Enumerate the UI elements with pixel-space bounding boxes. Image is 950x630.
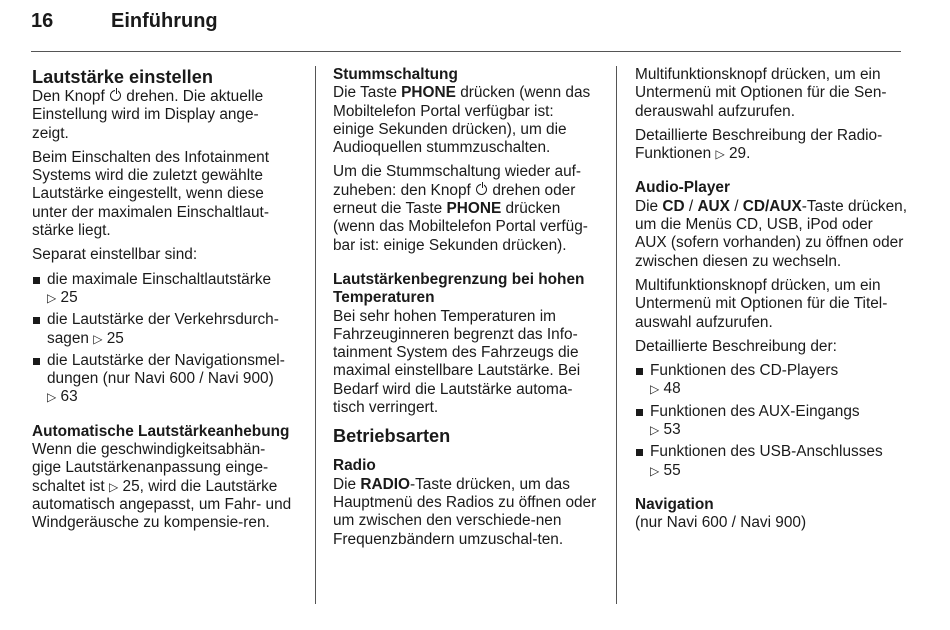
text: /: [729, 197, 743, 215]
text: , wird die Lautstärke automatisch angepasst, um Fahr- und Windgeräusche zu kompensie-ren.: [32, 477, 292, 532]
arrow-icon: ▷: [650, 382, 660, 397]
paragraph: [333, 163, 597, 254]
subheading-mute: Stummschaltung: [333, 66, 458, 83]
list-text: Funktionen des CD-Players: [650, 362, 839, 380]
subheading-volume-limit: Lautstärkenbegrenzung bei hohen Temperaturen: [333, 270, 585, 307]
paragraph: Multifunktionsknopf drücken, um ein Untermenü mit Optionen für die Sen-derauswahl aufzurufen.: [635, 66, 887, 120]
key-label: CD: [662, 197, 685, 215]
paragraph: Beim Einschalten des Infotainment Systems wird die zuletzt gewählte Lautstärke eingestellt, wenn diese unter der maximalen Einschaltlaut-stärke liegt.: [32, 148, 269, 240]
page-ref: 55: [663, 461, 681, 479]
text: drücken (wenn das Mobiltelefon Portal verfügbar ist: einige Sekunden drücken), um die Audioquellen stummzuschalten.: [333, 84, 591, 157]
paragraph: [635, 127, 907, 164]
column-1: [32, 66, 294, 539]
subheading-auto-volume: Automatische Lautstärkeanhebung: [32, 422, 290, 440]
arrow-icon: ▷: [650, 463, 660, 478]
paragraph: [333, 84, 597, 157]
arrow-icon: ▷: [715, 147, 725, 162]
page-ref: 25: [122, 477, 140, 495]
text: drehen. Die aktuelle Einstellung wird im Display ange-zeigt.: [32, 88, 264, 142]
paragraph: [32, 88, 294, 143]
arrow-icon: ▷: [47, 290, 57, 305]
text: drehen oder erneut die Taste: [333, 181, 576, 218]
arrow-icon: ▷: [650, 423, 660, 438]
header-rule: [31, 51, 901, 52]
text: Die: [333, 475, 357, 493]
text: /: [684, 197, 698, 215]
text: Wenn die geschwindigkeitsabhän-gige Lautstärkenanpassung einge-schaltet ist: [32, 441, 269, 495]
list-item: [635, 362, 907, 399]
text: Die Taste: [333, 84, 397, 102]
column-2: [333, 66, 597, 555]
text: Um die Stummschaltung wieder auf-zuheben: den Knopf: [333, 163, 582, 199]
page-ref: 63: [60, 388, 78, 406]
page-ref: 25: [106, 329, 124, 347]
paragraph: Bei sehr hohen Temperaturen im Fahrzeuginneren begrenzt das Info-tainment System des Fahrzeugs die maximal einstellbare Lautstärke. Bei Bedarf wird die Lautstärke automa-tisch verringert.: [333, 307, 581, 417]
power-knob-icon: [476, 184, 487, 195]
paragraph: Separat einstellbar sind:: [32, 246, 198, 264]
text: Die: [635, 197, 659, 215]
column-divider-2: [616, 66, 617, 604]
list-text: die Lautstärke der Navigationsmel-dungen (nur Navi 600 / Navi 900): [47, 351, 285, 388]
page-number: 16: [31, 10, 54, 32]
list-item: [635, 403, 907, 440]
column-divider-1: [315, 66, 316, 604]
paragraph: [333, 476, 597, 549]
text: Detaillierte Beschreibung der Radio-Funktionen: [635, 126, 883, 163]
page-ref: 25: [60, 288, 78, 306]
list-text: die Lautstärke der Verkehrsdurch-sagen: [47, 311, 279, 347]
key-label: AUX: [697, 197, 730, 215]
page-header: [31, 8, 901, 38]
bullet-list: [635, 362, 907, 480]
list-text: Funktionen des USB-Anschlusses: [650, 443, 883, 461]
paragraph: [32, 441, 294, 532]
column-3: [635, 66, 907, 539]
subheading-navigation: Navigation: [635, 495, 714, 513]
list-item: [32, 352, 294, 407]
paragraph: (nur Navi 600 / Navi 900): [635, 514, 807, 532]
page-ref: 48: [663, 380, 681, 398]
key-label: RADIO: [360, 475, 410, 493]
paragraph: Multifunktionsknopf drücken, um ein Untermenü mit Optionen für die Titel-auswahl aufzurufen.: [635, 276, 888, 331]
text: Den Knopf: [32, 88, 105, 105]
key-label: PHONE: [401, 84, 456, 102]
paragraph: [635, 198, 907, 271]
page-ref: 53: [663, 421, 681, 439]
list-item: [635, 443, 907, 480]
section-title-modes: Betriebsarten: [333, 426, 451, 447]
text: -Taste drücken, um das Hauptmenü des Radios zu öffnen oder um zwischen den verschiede-nen Frequenzbändern umzuschal-ten.: [333, 475, 597, 548]
arrow-icon: ▷: [93, 331, 103, 346]
chapter-title: Einführung: [111, 10, 218, 32]
page-ref: 29.: [728, 145, 751, 163]
list-text: die maximale Einschaltlautstärke: [47, 270, 272, 288]
subheading-radio: Radio: [333, 457, 376, 475]
paragraph: Detaillierte Beschreibung der:: [635, 337, 837, 355]
list-item: [32, 271, 294, 308]
arrow-icon: ▷: [109, 479, 119, 494]
text: -Taste drücken, um die Menüs CD, USB, iPod oder AUX (sofern vorhanden) zu öffnen oder zwischen diesen zu wechseln.: [635, 197, 907, 270]
subheading-audio-player: Audio-Player: [635, 179, 730, 197]
list-text: Funktionen des AUX-Eingangs: [650, 402, 860, 420]
arrow-icon: ▷: [47, 390, 57, 405]
key-label: CD/AUX: [742, 197, 802, 215]
section-title-volume: Lautstärke einstellen: [32, 67, 213, 87]
text: drücken (wenn das Mobiltelefon Portal verfüg-bar ist: einige Sekunden drücken).: [333, 200, 588, 254]
key-label: PHONE: [446, 200, 502, 218]
list-item: [32, 311, 294, 348]
power-knob-icon: [110, 90, 121, 101]
bullet-list: [32, 271, 294, 407]
